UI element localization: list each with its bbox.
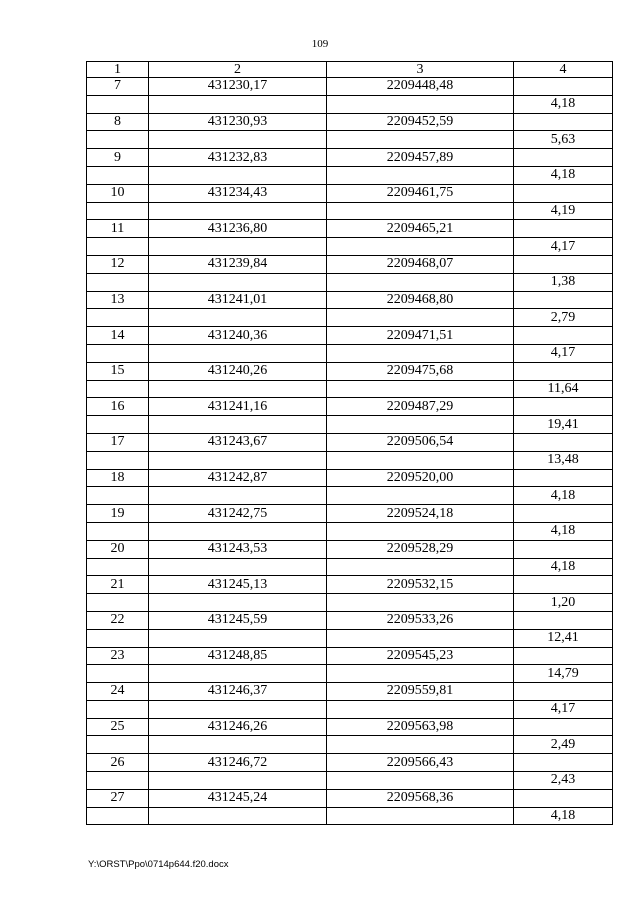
x-coordinate-cell: 431246,72 [149,754,327,772]
point-number-cell: 16 [87,398,149,416]
empty-cell [149,202,327,220]
table-row [87,398,613,416]
empty-cell [149,309,327,327]
x-coordinate-cell: 431232,83 [149,149,327,167]
empty-cell [87,522,149,540]
table-row [87,576,613,594]
point-number-cell: 20 [87,540,149,558]
empty-cell [514,255,613,273]
empty-cell [327,416,514,434]
y-coordinate-cell: 2209524,18 [327,505,514,523]
table-row [87,683,613,701]
y-coordinate-cell: 2209475,68 [327,362,514,380]
page-number: 109 [311,38,329,50]
empty-cell [327,309,514,327]
x-coordinate-cell: 431243,53 [149,540,327,558]
x-coordinate-cell: 431242,87 [149,469,327,487]
distance-row [87,131,613,149]
empty-cell [327,380,514,398]
empty-cell [87,95,149,113]
distance-row [87,772,613,790]
table-row [87,362,613,380]
point-number-cell: 22 [87,611,149,629]
x-coordinate-cell: 431240,36 [149,327,327,345]
empty-cell [514,149,613,167]
empty-cell [327,451,514,469]
y-coordinate-cell: 2209520,00 [327,469,514,487]
empty-cell [149,238,327,256]
empty-cell [87,380,149,398]
distance-row [87,451,613,469]
empty-cell [514,433,613,451]
point-number-cell: 14 [87,327,149,345]
table-row [87,291,613,309]
point-number-cell: 25 [87,718,149,736]
column-header-2: 2 [149,62,327,78]
distance-cell: 1,20 [514,594,613,612]
empty-cell [87,558,149,576]
distance-cell: 4,18 [514,487,613,505]
empty-cell [514,718,613,736]
point-number-cell: 13 [87,291,149,309]
empty-cell [514,754,613,772]
distance-row [87,202,613,220]
distance-cell: 4,18 [514,166,613,184]
distance-cell: 4,18 [514,95,613,113]
y-coordinate-cell: 2209563,98 [327,718,514,736]
empty-cell [514,184,613,202]
empty-cell [514,362,613,380]
empty-cell [87,166,149,184]
distance-row [87,95,613,113]
x-coordinate-cell: 431245,24 [149,789,327,807]
empty-cell [87,238,149,256]
empty-cell [87,344,149,362]
empty-cell [327,166,514,184]
distance-cell: 12,41 [514,629,613,647]
x-coordinate-cell: 431234,43 [149,184,327,202]
empty-cell [514,683,613,701]
table-row [87,469,613,487]
empty-cell [149,736,327,754]
distance-cell: 5,63 [514,131,613,149]
x-coordinate-cell: 431243,67 [149,433,327,451]
empty-cell [327,522,514,540]
table-header-row [87,62,613,78]
y-coordinate-cell: 2209532,15 [327,576,514,594]
empty-cell [514,220,613,238]
empty-cell [149,522,327,540]
y-coordinate-cell: 2209568,36 [327,789,514,807]
empty-cell [514,469,613,487]
point-number-cell: 19 [87,505,149,523]
y-coordinate-cell: 2209487,29 [327,398,514,416]
x-coordinate-cell: 431239,84 [149,255,327,273]
empty-cell [149,416,327,434]
point-number-cell: 8 [87,113,149,131]
distance-cell: 1,38 [514,273,613,291]
distance-row [87,344,613,362]
y-coordinate-cell: 2209559,81 [327,683,514,701]
distance-row [87,665,613,683]
empty-cell [87,273,149,291]
empty-cell [327,238,514,256]
empty-cell [149,700,327,718]
empty-cell [514,647,613,665]
distance-row [87,558,613,576]
x-coordinate-cell: 431241,01 [149,291,327,309]
point-number-cell: 10 [87,184,149,202]
empty-cell [87,772,149,790]
distance-row [87,807,613,825]
distance-cell: 13,48 [514,451,613,469]
empty-cell [149,772,327,790]
distance-row [87,416,613,434]
y-coordinate-cell: 2209506,54 [327,433,514,451]
point-number-cell: 12 [87,255,149,273]
empty-cell [327,344,514,362]
distance-cell: 11,64 [514,380,613,398]
distance-row [87,380,613,398]
x-coordinate-cell: 431246,37 [149,683,327,701]
point-number-cell: 18 [87,469,149,487]
distance-row [87,309,613,327]
y-coordinate-cell: 2209468,80 [327,291,514,309]
empty-cell [87,700,149,718]
empty-cell [149,273,327,291]
empty-cell [327,629,514,647]
y-coordinate-cell: 2209448,48 [327,78,514,96]
empty-cell [87,416,149,434]
y-coordinate-cell: 2209457,89 [327,149,514,167]
table-row [87,184,613,202]
distance-row [87,594,613,612]
y-coordinate-cell: 2209461,75 [327,184,514,202]
empty-cell [514,576,613,594]
empty-cell [87,309,149,327]
distance-cell: 4,18 [514,558,613,576]
table-row [87,220,613,238]
table-row [87,78,613,96]
point-number-cell: 17 [87,433,149,451]
table-row [87,255,613,273]
empty-cell [149,807,327,825]
empty-cell [149,594,327,612]
empty-cell [514,78,613,96]
y-coordinate-cell: 2209528,29 [327,540,514,558]
distance-cell: 2,49 [514,736,613,754]
point-number-cell: 11 [87,220,149,238]
empty-cell [327,594,514,612]
point-number-cell: 21 [87,576,149,594]
table-row [87,754,613,772]
document-path: Y:\ORST\Ppo\0714p644.f20.docx [88,859,229,870]
empty-cell [514,398,613,416]
y-coordinate-cell: 2209545,23 [327,647,514,665]
empty-cell [327,487,514,505]
empty-cell [327,202,514,220]
x-coordinate-cell: 431248,85 [149,647,327,665]
empty-cell [149,487,327,505]
distance-row [87,629,613,647]
x-coordinate-cell: 431245,13 [149,576,327,594]
empty-cell [514,291,613,309]
table-row [87,113,613,131]
x-coordinate-cell: 431242,75 [149,505,327,523]
empty-cell [327,772,514,790]
distance-cell: 2,79 [514,309,613,327]
empty-cell [87,131,149,149]
point-number-cell: 27 [87,789,149,807]
empty-cell [149,166,327,184]
point-number-cell: 23 [87,647,149,665]
empty-cell [327,665,514,683]
y-coordinate-cell: 2209471,51 [327,327,514,345]
table-row [87,647,613,665]
y-coordinate-cell: 2209468,07 [327,255,514,273]
distance-cell: 4,17 [514,238,613,256]
empty-cell [149,629,327,647]
point-number-cell: 7 [87,78,149,96]
distance-cell: 4,18 [514,807,613,825]
distance-row [87,273,613,291]
point-number-cell: 9 [87,149,149,167]
x-coordinate-cell: 431245,59 [149,611,327,629]
empty-cell [327,131,514,149]
distance-row [87,522,613,540]
empty-cell [87,451,149,469]
y-coordinate-cell: 2209566,43 [327,754,514,772]
distance-row [87,238,613,256]
distance-cell: 4,17 [514,700,613,718]
distance-cell: 14,79 [514,665,613,683]
table-row [87,505,613,523]
distance-cell: 19,41 [514,416,613,434]
distance-cell: 4,18 [514,522,613,540]
x-coordinate-cell: 431236,80 [149,220,327,238]
empty-cell [514,611,613,629]
empty-cell [327,273,514,291]
x-coordinate-cell: 431230,17 [149,78,327,96]
point-number-cell: 24 [87,683,149,701]
table-row [87,149,613,167]
distance-cell: 2,43 [514,772,613,790]
empty-cell [149,380,327,398]
distance-cell: 4,17 [514,344,613,362]
empty-cell [327,807,514,825]
distance-cell: 4,19 [514,202,613,220]
empty-cell [87,202,149,220]
table-row [87,540,613,558]
empty-cell [327,558,514,576]
x-coordinate-cell: 431241,16 [149,398,327,416]
distance-row [87,487,613,505]
empty-cell [514,540,613,558]
empty-cell [149,344,327,362]
empty-cell [87,487,149,505]
empty-cell [87,629,149,647]
empty-cell [149,451,327,469]
point-number-cell: 26 [87,754,149,772]
x-coordinate-cell: 431240,26 [149,362,327,380]
empty-cell [149,558,327,576]
empty-cell [87,594,149,612]
table-row [87,789,613,807]
table-row [87,611,613,629]
table-row [87,718,613,736]
empty-cell [149,131,327,149]
x-coordinate-cell: 431246,26 [149,718,327,736]
empty-cell [514,327,613,345]
table-row [87,433,613,451]
empty-cell [149,95,327,113]
y-coordinate-cell: 2209533,26 [327,611,514,629]
coordinates-table [86,61,613,825]
empty-cell [87,807,149,825]
empty-cell [87,736,149,754]
empty-cell [514,505,613,523]
x-coordinate-cell: 431230,93 [149,113,327,131]
distance-row [87,736,613,754]
point-number-cell: 15 [87,362,149,380]
y-coordinate-cell: 2209452,59 [327,113,514,131]
column-header-1: 1 [87,62,149,78]
empty-cell [514,113,613,131]
distance-row [87,700,613,718]
table-row [87,327,613,345]
y-coordinate-cell: 2209465,21 [327,220,514,238]
distance-row [87,166,613,184]
empty-cell [149,665,327,683]
column-header-4: 4 [514,62,613,78]
empty-cell [327,736,514,754]
empty-cell [514,789,613,807]
table-body [87,78,613,825]
empty-cell [327,95,514,113]
empty-cell [87,665,149,683]
column-header-3: 3 [327,62,514,78]
empty-cell [327,700,514,718]
